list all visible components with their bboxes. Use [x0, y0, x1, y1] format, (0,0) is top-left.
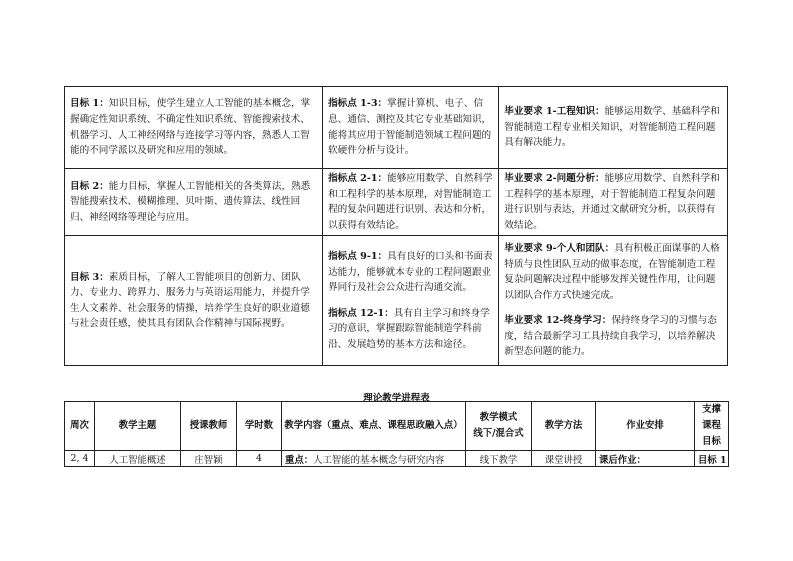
- cell-homework: 课后作业：: [596, 451, 695, 467]
- requirement-lead: 毕业要求 12-终身学习：: [504, 315, 612, 327]
- objective-row: [65, 169, 728, 236]
- col-homework: 作业安排: [596, 402, 695, 451]
- col-content: 教学内容（重点、难点、课程思政融入点）: [282, 402, 466, 451]
- indicator: [328, 306, 494, 353]
- requirement-text: 保持终身学习的习惯与态度，结合最新学习工具持续自我学习，以培养解决新型态问题的能力。: [504, 315, 717, 358]
- goal-lead: 目标 3：: [70, 271, 109, 283]
- indicator-text: 具有自主学习和终身学习的意识，掌握跟踪智能制造学科前沿、发展趋势的基本方法和途径。: [328, 307, 490, 350]
- indicator-cell: [323, 236, 499, 366]
- requirement: [504, 241, 723, 303]
- goal-text: 知识目标，使学生建立人工智能的基本概念，掌握确定性知识系统、不确定性知识系统、智能搜索技术、机器学习、人工神经网络与连接学习等内容，熟悉人工智能的不同学派以及研究和应用的领域。: [70, 98, 311, 157]
- col-teacher: 授课教师: [181, 402, 237, 451]
- requirement-cell: [499, 236, 728, 366]
- requirement-text: 具有积极正面谋事的人格特质与良性团队互动的做事态度，在智能制造工程复杂问题解决过程中能够发挥关键性作用，让问题以团队合作方式快速完成。: [504, 243, 720, 301]
- content-text: 人工智能的基本概念与研究内容: [313, 454, 445, 466]
- indicator-lead: 指标点 1-3：: [328, 98, 388, 110]
- indicator: [328, 249, 494, 296]
- cell-topic: 人工智能概述: [95, 451, 181, 467]
- objective-row: [65, 87, 728, 169]
- requirement-cell: [499, 87, 728, 169]
- col-hours: 学时数: [237, 402, 282, 451]
- schedule-header-row: [65, 402, 729, 451]
- requirement-text: 能够运用数学、基础科学和智能制造工程专业相关知识，对智能制造工程问题具有解决能力。: [504, 106, 720, 149]
- cell-mode: 线下教学: [466, 451, 532, 467]
- indicator-lead: 指标点 2-1：: [328, 173, 388, 184]
- indicator-cell: [323, 169, 499, 236]
- requirement-text: 能够应用数学、自然科学和工程科学的基本原理，对于智能制造工程复杂问题进行识别与表达，并通过文献研究分析，以获得有效结论。: [504, 173, 720, 231]
- cell-hours: 4: [237, 451, 282, 467]
- requirement: [504, 313, 723, 360]
- requirement: [504, 171, 723, 233]
- indicator-lead: 指标点 12-1：: [328, 307, 394, 319]
- table-row: [65, 451, 729, 467]
- requirement: [504, 104, 723, 151]
- cell-teacher: 庄智颖: [181, 451, 237, 467]
- goal-cell: [65, 169, 323, 236]
- goal: [70, 96, 318, 158]
- cell-content: [282, 451, 466, 467]
- goal-lead: 目标 1：: [70, 98, 109, 110]
- indicator-text: 掌握计算机、电子、信息、通信、测控及其它专业基础知识，能将其应用于智能制造领域工程问题的软硬件分析与设计。: [328, 98, 492, 157]
- requirement-lead: 毕业要求 9-个人和团队：: [504, 243, 615, 255]
- indicator-text: 能够应用数学、自然科学和工程科学的基本原理，对智能制造工程的复杂问题进行识别、表达和分析，以获得有效结论。: [328, 173, 493, 231]
- col-method: 教学方法: [532, 402, 596, 451]
- objective-row: [65, 236, 728, 366]
- goal: [70, 179, 318, 226]
- cell-method: 课堂讲授: [532, 451, 596, 467]
- content-lead: 重点：: [285, 454, 314, 466]
- objectives-table: [64, 86, 728, 366]
- goal-text: 能力目标，掌握人工智能相关的各类算法，熟悉智能搜索技术、模糊推理、贝叶斯、遗传算法、线性回归、神经网络等理论与应用。: [70, 180, 311, 223]
- indicator-cell: [323, 87, 499, 169]
- goal-text: 素质目标，了解人工智能项目的创新力、团队力、专业力、跨界力、服务力与英语运用能力，并提升学生人文素养、社会服务的情操，培养学生良好的职业道德与社会责任感，使其具有团队合作精神与国际视野。: [70, 271, 310, 330]
- requirement-cell: [499, 169, 728, 236]
- indicator-text: 具有良好的口头和书面表达能力，能够就本专业的工程问题跟业界同行及社会公众进行沟通交流。: [328, 251, 493, 294]
- cell-target: 目标 1: [695, 451, 729, 467]
- goal: [70, 270, 318, 332]
- col-week: 周次: [65, 402, 95, 451]
- cell-week: 2, 4: [65, 451, 95, 467]
- requirement-lead: 毕业要求 2-问题分析：: [504, 173, 605, 184]
- indicator-lead: 指标点 9-1：: [328, 251, 388, 263]
- col-topic: 教学主题: [95, 402, 181, 451]
- indicator: [328, 171, 494, 233]
- indicator: [328, 96, 494, 158]
- requirement-lead: 毕业要求 1-工程知识：: [504, 106, 605, 118]
- goal-cell: [65, 87, 323, 169]
- col-mode: 教学模式 线下/混合式: [466, 402, 532, 451]
- col-target: 支撑 课程 目标: [695, 402, 729, 451]
- goal-cell: [65, 236, 323, 366]
- schedule-title: 理论教学进程表: [363, 393, 430, 404]
- schedule-table: [64, 401, 729, 467]
- goal-lead: 目标 2：: [70, 180, 109, 192]
